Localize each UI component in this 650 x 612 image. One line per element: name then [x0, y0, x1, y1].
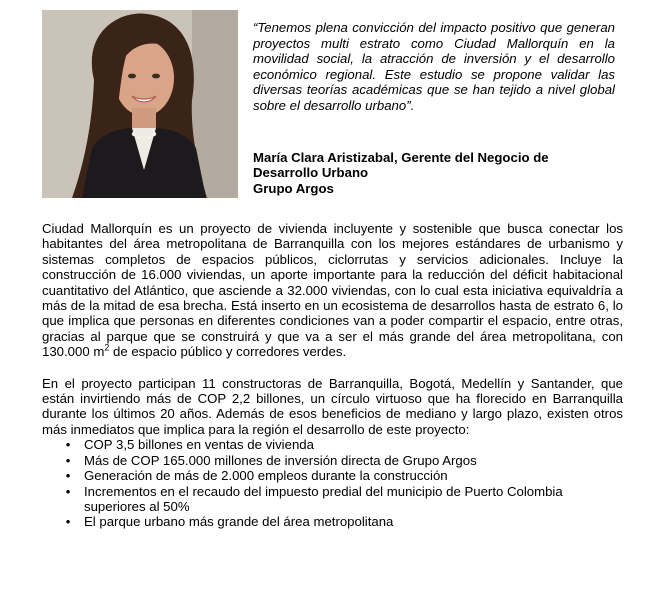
quote-attribution: [253, 150, 623, 196]
paragraph-project-description: Ciudad Mallorquín es un proyecto de vivienda incluyente y sostenible que busca conectar los habitantes del área metropolitana de Barranquilla con los mejores estándares de urbanismo y sistemas completos de espacios públicos, ciclorrutas y servicios adicionales. Incluye la construcción de 16.000 viviendas, un aporte importante para la reducción del déficit habitacional cuantitativo del Atlántico, que asciende a 32.000 viviendas, con lo cual esta iniciativa equivaldría a más de la mitad de esa brecha. Está inserto en un ecosistema de desarrollos hasta de estrato 6, lo que implica que personas en diferentes condiciones van a poder compartir el espacio, entre otras, gracias al parque que se construirá y que va a ser el más grande del área metropolitana, con 130.000 $m^2$ de espacio público y corredores verdes.: [42, 221, 623, 360]
bullet-icon: •: [65, 452, 71, 468]
list-item: • Generación de más de 2.000 empleos durante la construcción: [42, 468, 623, 483]
bullet-icon: •: [65, 514, 71, 530]
benefits-list: [42, 437, 623, 529]
list-item: • Más de COP 165.000 millones de inversión directa de Grupo Argos: [42, 453, 623, 468]
bullet-icon: •: [65, 483, 71, 499]
testimonial-quote: “Tenemos plena convicción del impacto positivo que generan proyectos multi estrato como Ciudad Mallorquín en la movilidad social, la atracción de inversión y el desarrollo económico regional. Este estudio se propone validar las diversas teorías académicas que se han tejido a nivel global sobre el desarrollo urbano”.: [253, 20, 615, 113]
list-item: • El parque urbano más grande del área metropolitana: [42, 514, 623, 529]
portrait-illustration: [42, 10, 238, 198]
portrait-photo: [42, 10, 238, 198]
attribution-company: Grupo Argos: [253, 180, 334, 196]
list-item: • COP 3,5 billones en ventas de vivienda: [42, 437, 623, 452]
article-body: [42, 221, 623, 530]
list-item: • Incrementos en el recaudo del impuesto predial del municipio de Puerto Colombia superiores al 50%: [42, 484, 623, 515]
attribution-name-title: María Clara Aristizabal, Gerente del Negocio de: [253, 150, 549, 165]
paragraph-participants: En el proyecto participan 11 constructoras de Barranquilla, Bogotá, Medellín y Santander, que están invirtiendo más de COP 2,2 billones, un círculo virtuoso que ha florecido en Barranquilla durante los últimos 20 años. Además de esos beneficios de mediano y largo plazo, existen otros más inmediatos que implica para la región el desarrollo de este proyecto:: [42, 375, 623, 437]
attribution-title-cont: Desarrollo Urbano: [253, 165, 369, 181]
bullet-icon: •: [65, 468, 71, 484]
bullet-icon: •: [65, 437, 71, 453]
